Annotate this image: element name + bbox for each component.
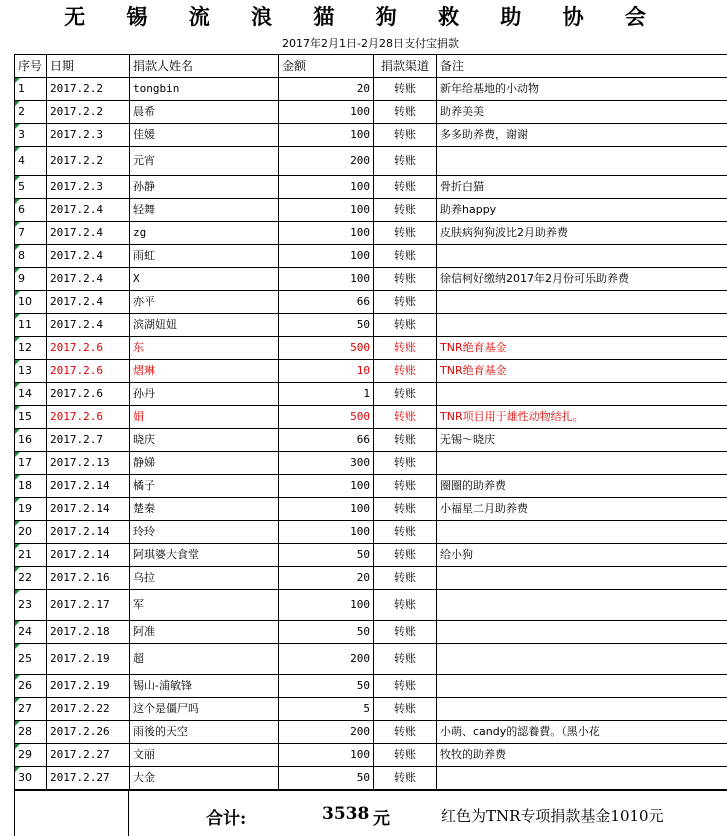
cell-no: 9 xyxy=(15,268,47,291)
table-row xyxy=(15,291,727,314)
cell-date: 2017.2.2 xyxy=(47,101,130,124)
cell-no: 13 xyxy=(15,360,47,383)
table-row xyxy=(15,621,727,644)
cell-channel: 转账 xyxy=(374,245,437,268)
cell-date: 2017.2.6 xyxy=(47,360,130,383)
cell-channel: 转账 xyxy=(374,147,437,176)
cell-name: 阿琪婆大食堂 xyxy=(130,544,279,567)
cell-no: 7 xyxy=(15,222,47,245)
cell-date: 2017.2.18 xyxy=(47,621,130,644)
cell-no: 10 xyxy=(15,291,47,314)
cell-channel: 转账 xyxy=(374,644,437,675)
cell-no: 11 xyxy=(15,314,47,337)
table-row xyxy=(15,199,727,222)
cell-date: 2017.2.14 xyxy=(47,475,130,498)
cell-amount: 66 xyxy=(279,291,374,314)
cell-date: 2017.2.6 xyxy=(47,406,130,429)
cell-amount: 50 xyxy=(279,621,374,644)
cell-amount: 100 xyxy=(279,268,374,291)
cell-date: 2017.2.26 xyxy=(47,721,130,744)
table-row xyxy=(15,744,727,767)
header-note: 备注 xyxy=(437,55,727,78)
cell-name: 乌拉 xyxy=(130,567,279,590)
table-row xyxy=(15,222,727,245)
cell-name: 轻舞 xyxy=(130,199,279,222)
cell-channel: 转账 xyxy=(374,101,437,124)
cell-amount: 200 xyxy=(279,721,374,744)
cell-name: 滨湖妞妞 xyxy=(130,314,279,337)
cell-amount: 200 xyxy=(279,147,374,176)
cell-name: 孙丹 xyxy=(130,383,279,406)
cell-channel: 转账 xyxy=(374,675,437,698)
cell-no: 2 xyxy=(15,101,47,124)
cell-note xyxy=(437,291,727,314)
cell-date: 2017.2.3 xyxy=(47,176,130,199)
cell-name: 橘子 xyxy=(130,475,279,498)
table-row xyxy=(15,124,727,147)
cell-channel: 转账 xyxy=(374,567,437,590)
cell-channel: 转账 xyxy=(374,406,437,429)
cell-channel: 转账 xyxy=(374,291,437,314)
cell-name: 雨後的天空 xyxy=(130,721,279,744)
cell-note xyxy=(437,675,727,698)
total-label: 合计: xyxy=(206,809,247,829)
header-date: 日期 xyxy=(47,55,130,78)
cell-amount: 100 xyxy=(279,176,374,199)
cell-name: 大金 xyxy=(130,767,279,790)
cell-note: 助养美美 xyxy=(437,101,727,124)
cell-name: 阿准 xyxy=(130,621,279,644)
table-row xyxy=(15,590,727,621)
cell-no: 1 xyxy=(15,78,47,101)
table-row xyxy=(15,452,727,475)
cell-note xyxy=(437,521,727,544)
cell-channel: 转账 xyxy=(374,521,437,544)
cell-amount: 10 xyxy=(279,360,374,383)
cell-no: 25 xyxy=(15,644,47,675)
cell-no: 14 xyxy=(15,383,47,406)
cell-name: 超 xyxy=(130,644,279,675)
donation-table xyxy=(14,54,727,790)
cell-channel: 转账 xyxy=(374,199,437,222)
cell-date: 2017.2.2 xyxy=(47,147,130,176)
cell-note: 小福星二月助养费 xyxy=(437,498,727,521)
cell-channel: 转账 xyxy=(374,222,437,245)
page-title: 无 锡 流 浪 猫 狗 救 助 协 会 xyxy=(64,4,663,29)
cell-note: 骨折白猫 xyxy=(437,176,727,199)
cell-channel: 转账 xyxy=(374,360,437,383)
cell-date: 2017.2.4 xyxy=(47,222,130,245)
cell-channel: 转账 xyxy=(374,475,437,498)
table-row xyxy=(15,314,727,337)
cell-note xyxy=(437,383,727,406)
table-row xyxy=(15,147,727,176)
cell-note xyxy=(437,452,727,475)
cell-channel: 转账 xyxy=(374,78,437,101)
cell-date: 2017.2.4 xyxy=(47,291,130,314)
cell-note xyxy=(437,245,727,268)
table-row xyxy=(15,521,727,544)
cell-no: 6 xyxy=(15,199,47,222)
cell-channel: 转账 xyxy=(374,314,437,337)
cell-amount: 66 xyxy=(279,429,374,452)
cell-name: 熠琳 xyxy=(130,360,279,383)
footer-divider xyxy=(14,790,727,791)
cell-note: 圈圈的助养费 xyxy=(437,475,727,498)
cell-date: 2017.2.6 xyxy=(47,337,130,360)
cell-channel: 转账 xyxy=(374,744,437,767)
cell-note xyxy=(437,567,727,590)
cell-date: 2017.2.14 xyxy=(47,544,130,567)
cell-amount: 500 xyxy=(279,337,374,360)
cell-name: 锡山-浦敏锋 xyxy=(130,675,279,698)
cell-date: 2017.2.14 xyxy=(47,498,130,521)
cell-no: 15 xyxy=(15,406,47,429)
cell-note xyxy=(437,698,727,721)
cell-amount: 50 xyxy=(279,675,374,698)
cell-name: tongbin xyxy=(130,78,279,101)
total-value: 3538 xyxy=(322,804,370,824)
cell-note: TNR绝育基金 xyxy=(437,360,727,383)
cell-name: 晓庆 xyxy=(130,429,279,452)
cell-amount: 100 xyxy=(279,475,374,498)
table-row xyxy=(15,675,727,698)
cell-date: 2017.2.4 xyxy=(47,245,130,268)
cell-no: 19 xyxy=(15,498,47,521)
table-row xyxy=(15,498,727,521)
cell-channel: 转账 xyxy=(374,721,437,744)
cell-amount: 100 xyxy=(279,222,374,245)
cell-channel: 转账 xyxy=(374,544,437,567)
cell-note: 给小狗 xyxy=(437,544,727,567)
table-row xyxy=(15,101,727,124)
cell-date: 2017.2.22 xyxy=(47,698,130,721)
cell-date: 2017.2.4 xyxy=(47,199,130,222)
cell-channel: 转账 xyxy=(374,621,437,644)
cell-note: 多多助养费，谢谢 xyxy=(437,124,727,147)
cell-amount: 100 xyxy=(279,744,374,767)
cell-date: 2017.2.16 xyxy=(47,567,130,590)
cell-amount: 200 xyxy=(279,644,374,675)
cell-name: 东 xyxy=(130,337,279,360)
cell-note: 牧牧的助养费 xyxy=(437,744,727,767)
cell-note xyxy=(437,314,727,337)
cell-amount: 100 xyxy=(279,101,374,124)
cell-note xyxy=(437,147,727,176)
table-row xyxy=(15,644,727,675)
cell-note: 小萌、candy的認養費。（黑小花 xyxy=(437,721,727,744)
table-row xyxy=(15,268,727,291)
table-header-row xyxy=(15,55,727,78)
header-name: 捐款人姓名 xyxy=(130,55,279,78)
header-amount: 金额 xyxy=(279,55,374,78)
cell-no: 12 xyxy=(15,337,47,360)
cell-name: X xyxy=(130,268,279,291)
table-row xyxy=(15,360,727,383)
cell-date: 2017.2.3 xyxy=(47,124,130,147)
cell-note: 无锡～晓庆 xyxy=(437,429,727,452)
cell-amount: 100 xyxy=(279,521,374,544)
cell-amount: 50 xyxy=(279,544,374,567)
page-subtitle: 2017年2月1日-2月28日支付宝捐款 xyxy=(282,37,459,50)
cell-name: 静娣 xyxy=(130,452,279,475)
cell-date: 2017.2.4 xyxy=(47,314,130,337)
cell-no: 20 xyxy=(15,521,47,544)
cell-name: 晨希 xyxy=(130,101,279,124)
cell-channel: 转账 xyxy=(374,590,437,621)
table-row xyxy=(15,429,727,452)
cell-amount: 1 xyxy=(279,383,374,406)
cell-date: 2017.2.13 xyxy=(47,452,130,475)
cell-date: 2017.2.27 xyxy=(47,767,130,790)
cell-no: 23 xyxy=(15,590,47,621)
table-row xyxy=(15,567,727,590)
cell-date: 2017.2.17 xyxy=(47,590,130,621)
cell-name: 文丽 xyxy=(130,744,279,767)
cell-no: 4 xyxy=(15,147,47,176)
cell-note: 徐信柯好缴纳2017年2月份可乐助养费 xyxy=(437,268,727,291)
table-row xyxy=(15,176,727,199)
cell-channel: 转账 xyxy=(374,383,437,406)
cell-amount: 100 xyxy=(279,590,374,621)
table-row xyxy=(15,383,727,406)
cell-date: 2017.2.19 xyxy=(47,675,130,698)
cell-no: 26 xyxy=(15,675,47,698)
cell-amount: 500 xyxy=(279,406,374,429)
cell-amount: 50 xyxy=(279,767,374,790)
cell-no: 30 xyxy=(15,767,47,790)
table-row xyxy=(15,698,727,721)
cell-date: 2017.2.14 xyxy=(47,521,130,544)
cell-no: 3 xyxy=(15,124,47,147)
cell-amount: 20 xyxy=(279,567,374,590)
cell-note xyxy=(437,590,727,621)
cell-name: 元宵 xyxy=(130,147,279,176)
cell-no: 8 xyxy=(15,245,47,268)
cell-note: TNR项目用于雄性动物结扎。 xyxy=(437,406,727,429)
cell-no: 22 xyxy=(15,567,47,590)
cell-note xyxy=(437,621,727,644)
cell-channel: 转账 xyxy=(374,698,437,721)
cell-amount: 20 xyxy=(279,78,374,101)
cell-date: 2017.2.7 xyxy=(47,429,130,452)
cell-no: 29 xyxy=(15,744,47,767)
cell-note xyxy=(437,644,727,675)
cell-channel: 转账 xyxy=(374,268,437,291)
cell-date: 2017.2.2 xyxy=(47,78,130,101)
cell-name: 佳媛 xyxy=(130,124,279,147)
cell-name: 雨虹 xyxy=(130,245,279,268)
cell-channel: 转账 xyxy=(374,176,437,199)
cell-note: 皮肤病狗狗波比2月助养费 xyxy=(437,222,727,245)
cell-amount: 100 xyxy=(279,498,374,521)
cell-note: TNR绝育基金 xyxy=(437,337,727,360)
table-row xyxy=(15,78,727,101)
cell-note: 助养happy xyxy=(437,199,727,222)
cell-name: 玲玲 xyxy=(130,521,279,544)
cell-channel: 转账 xyxy=(374,429,437,452)
cell-name: 亦平 xyxy=(130,291,279,314)
cell-name: 这个是僵尸吗 xyxy=(130,698,279,721)
table-row xyxy=(15,721,727,744)
cell-date: 2017.2.6 xyxy=(47,383,130,406)
cell-amount: 100 xyxy=(279,124,374,147)
table-row xyxy=(15,767,727,790)
header-channel: 捐款渠道 xyxy=(374,55,437,78)
cell-channel: 转账 xyxy=(374,337,437,360)
cell-channel: 转账 xyxy=(374,124,437,147)
tnr-fund-note: 红色为TNR专项捐款基金1010元 xyxy=(441,807,664,825)
cell-no: 5 xyxy=(15,176,47,199)
cell-date: 2017.2.27 xyxy=(47,744,130,767)
table-row xyxy=(15,406,727,429)
cell-name: 楚秦 xyxy=(130,498,279,521)
cell-date: 2017.2.4 xyxy=(47,268,130,291)
cell-no: 27 xyxy=(15,698,47,721)
cell-no: 16 xyxy=(15,429,47,452)
footer-left-border xyxy=(14,790,15,836)
cell-no: 18 xyxy=(15,475,47,498)
cell-no: 17 xyxy=(15,452,47,475)
cell-channel: 转账 xyxy=(374,767,437,790)
table-row xyxy=(15,475,727,498)
cell-name: 娟 xyxy=(130,406,279,429)
footer-col-border xyxy=(128,790,129,836)
header-no: 序号 xyxy=(15,55,47,78)
cell-no: 21 xyxy=(15,544,47,567)
cell-channel: 转账 xyxy=(374,498,437,521)
cell-name: 军 xyxy=(130,590,279,621)
cell-amount: 5 xyxy=(279,698,374,721)
cell-amount: 50 xyxy=(279,314,374,337)
cell-note: 新年给基地的小动物 xyxy=(437,78,727,101)
cell-amount: 100 xyxy=(279,199,374,222)
cell-name: 孙静 xyxy=(130,176,279,199)
cell-note xyxy=(437,767,727,790)
table-row xyxy=(15,544,727,567)
cell-no: 24 xyxy=(15,621,47,644)
cell-amount: 100 xyxy=(279,245,374,268)
donation-table-body xyxy=(15,55,727,790)
cell-name: zg xyxy=(130,222,279,245)
total-unit: 元 xyxy=(373,809,390,829)
cell-amount: 300 xyxy=(279,452,374,475)
table-row xyxy=(15,245,727,268)
cell-date: 2017.2.19 xyxy=(47,644,130,675)
table-row xyxy=(15,337,727,360)
cell-channel: 转账 xyxy=(374,452,437,475)
cell-no: 28 xyxy=(15,721,47,744)
